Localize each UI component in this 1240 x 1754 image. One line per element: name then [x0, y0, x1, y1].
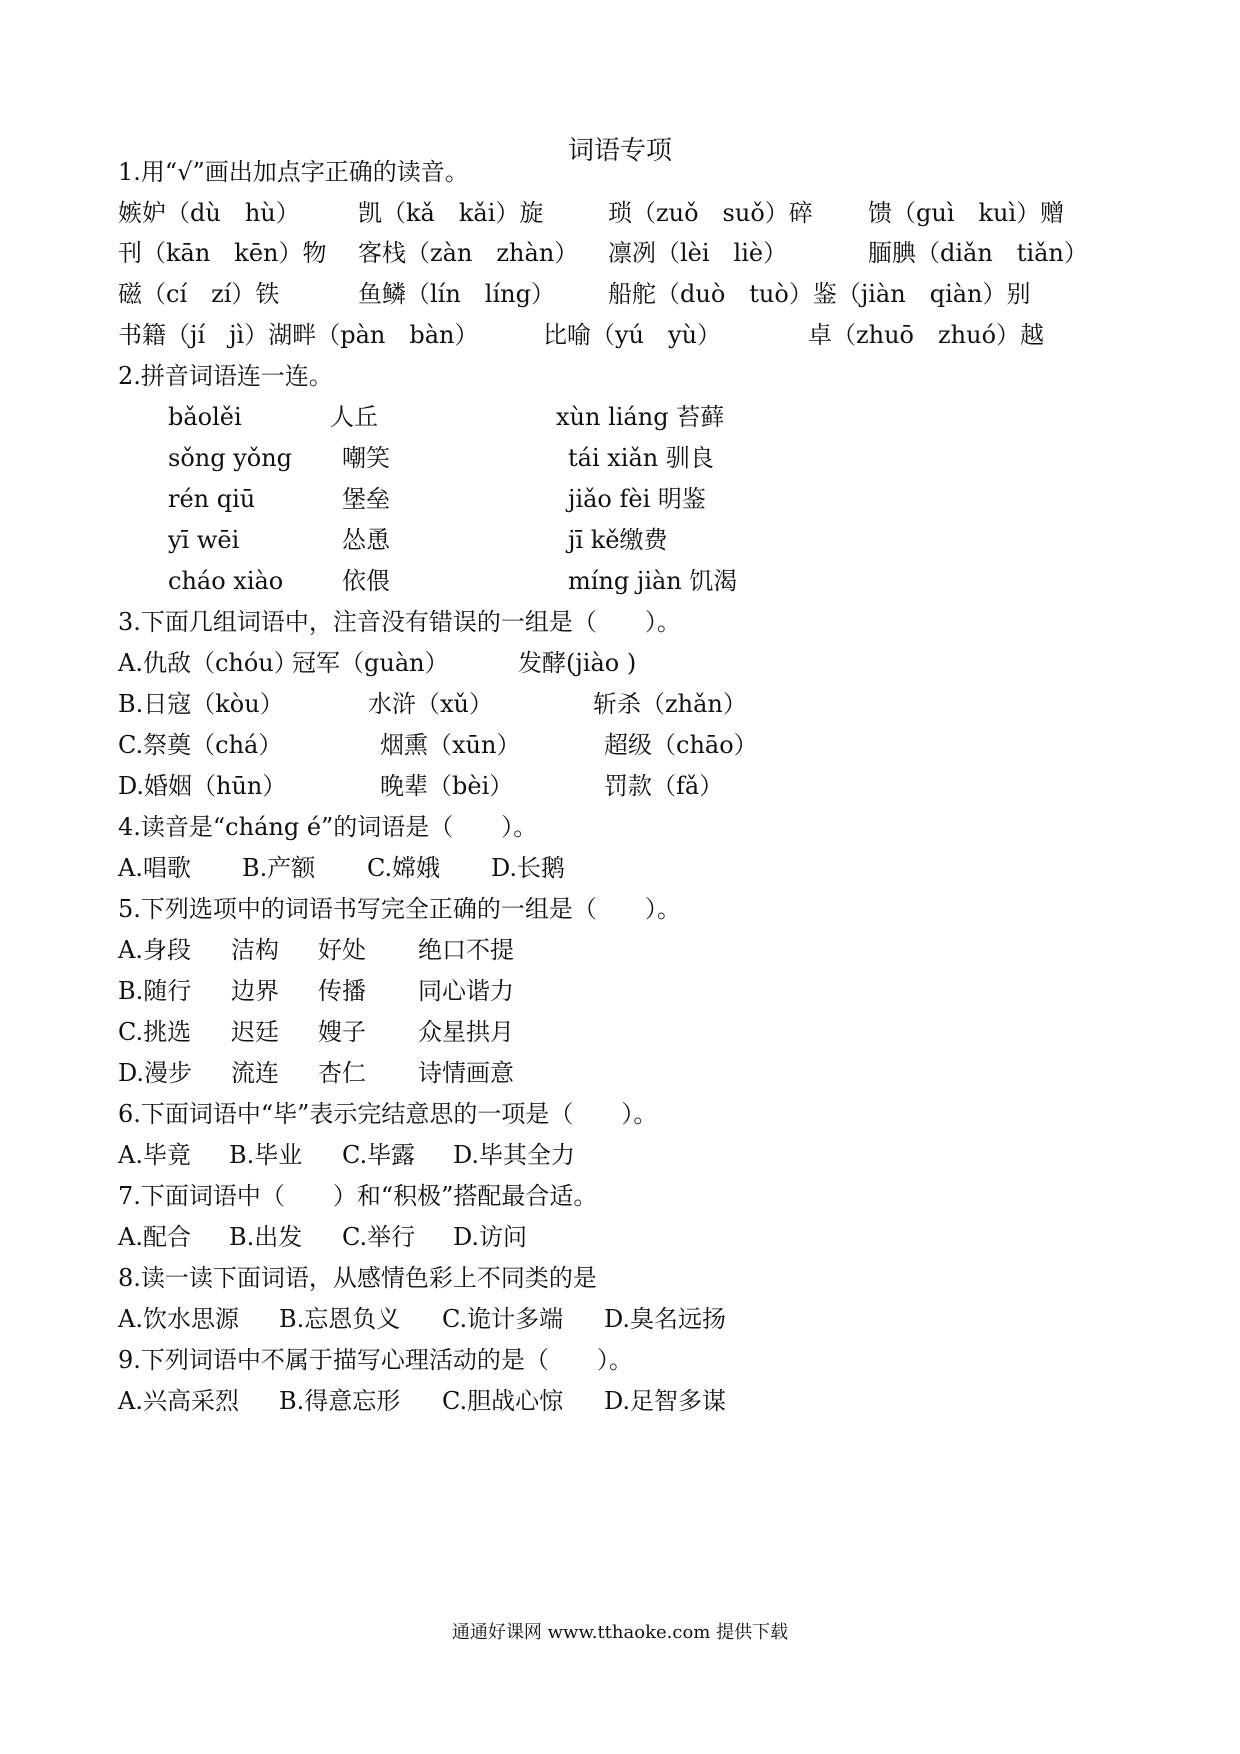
- q2-prompt: 2.拼音词语连一连。: [118, 362, 333, 390]
- q3-option-c: 超级（chāo）: [604, 731, 758, 759]
- q5-option-d: 杏仁: [318, 1059, 366, 1087]
- q8-prompt: 8.读一读下面词语，从感情色彩上不同类的是: [118, 1264, 597, 1292]
- q5-option-b: B.随行: [118, 977, 192, 1005]
- q7-option: C.举行: [342, 1223, 416, 1251]
- q4-prompt: 4.读音是“cháng é”的词语是（ ）。: [118, 813, 538, 841]
- q5-option-b: 同心谐力: [418, 977, 514, 1005]
- q3-option-d: 晚辈（bèi）: [380, 772, 514, 800]
- q2-pinyin-left: rén qiū: [168, 485, 256, 513]
- q1-r3-c1: 磁（cí zí）铁: [118, 280, 280, 308]
- q2-pair-right: míng jiàn 饥渴: [568, 567, 738, 595]
- q9-option: C.胆战心惊: [442, 1387, 564, 1415]
- q2-pinyin-left: yī wēi: [168, 526, 240, 554]
- q7-option: B.出发: [229, 1223, 303, 1251]
- q6-prompt: 6.下面词语中“毕”表示完结意思的一项是（ ）。: [118, 1100, 658, 1128]
- q1-r3-c2: 鱼鳞（lín líng）: [358, 280, 555, 308]
- q2-word-left: 依偎: [342, 567, 390, 595]
- q4-option: D.长鹅: [491, 854, 566, 882]
- q2-word-left: 怂恿: [342, 526, 390, 554]
- q9-option: B.得意忘形: [279, 1387, 401, 1415]
- q3-option-d: D.婚姻（hūn）: [118, 772, 287, 800]
- q5-option-c: 众星拱月: [418, 1018, 514, 1046]
- q7-option: A.配合: [118, 1223, 191, 1251]
- q2-pair-right: jī kě缴费: [568, 526, 668, 554]
- q2-pinyin-left: bǎolěi: [168, 403, 242, 431]
- q2-word-left: 堡垒: [342, 485, 390, 513]
- q1-prompt: 1.用“√”画出加点字正确的读音。: [118, 158, 469, 186]
- q7-option: D.访问: [453, 1223, 528, 1251]
- q5-option-c: 迟廷: [231, 1018, 279, 1046]
- q5-option-a: 绝口不提: [418, 936, 514, 964]
- q1-r1-c1: 嫉妒（dù hù）: [118, 199, 300, 227]
- q1-r2-c2: 客栈（zàn zhàn）: [358, 239, 579, 267]
- q3-option-b: 斩杀（zhǎn）: [593, 690, 747, 718]
- q5-prompt: 5.下列选项中的词语书写完全正确的一组是（ ）。: [118, 895, 681, 923]
- q4-option: A.唱歌: [118, 854, 191, 882]
- q2-pinyin-left: sǒng yǒng: [168, 444, 293, 472]
- q2-pair-right: jiǎo fèi 明鉴: [568, 485, 706, 513]
- q5-option-c: 嫂子: [318, 1018, 366, 1046]
- q1-r4-c3: 卓（zhuō zhuó）越: [808, 321, 1045, 349]
- q3-option-b: B.日寇（kòu）: [118, 690, 284, 718]
- q1-r2-c1: 刊（kān kēn）物: [118, 239, 327, 267]
- q2-pinyin-left: cháo xiào: [168, 567, 284, 595]
- q5-option-a: 好处: [318, 936, 366, 964]
- page-footer: 通通好课网 www.tthaoke.com 提供下载: [451, 1622, 789, 1643]
- q1-r1-c4: 馈（guì kuì）赠: [868, 199, 1065, 227]
- q8-option: A.饮水思源: [118, 1305, 239, 1333]
- q3-option-c: 烟熏（xūn）: [380, 731, 521, 759]
- q3-option-b: 水浒（xǔ）: [368, 690, 493, 718]
- q5-option-c: C.挑选: [118, 1018, 192, 1046]
- q7-prompt: 7.下面词语中（ ）和“积极”搭配最合适。: [118, 1182, 598, 1210]
- q8-option: C.诡计多端: [442, 1305, 564, 1333]
- q1-r2-c3: 凛冽（lèi liè）: [608, 239, 788, 267]
- q9-option: D.足智多谋: [604, 1387, 727, 1415]
- q1-r1-c3: 琐（zuǒ suǒ）碎: [608, 199, 813, 227]
- q2-pair-right: xùn liáng 苔藓: [556, 403, 725, 431]
- q8-option: B.忘恩负义: [279, 1305, 401, 1333]
- q6-option: B.毕业: [229, 1141, 303, 1169]
- q5-option-b: 传播: [318, 977, 366, 1005]
- q5-option-d: 流连: [231, 1059, 279, 1087]
- q1-r4-c2: 比喻（yú yù）: [543, 321, 722, 349]
- q4-option: C.嫦娥: [367, 854, 441, 882]
- q5-option-a: 洁构: [231, 936, 279, 964]
- q1-r3-c3: 船舵（duò tuò）鉴（jiàn qiàn）别: [608, 280, 1031, 308]
- q3-option-a: A.仇敌（chóu）: [118, 649, 298, 677]
- q3-option-d: 罚款（fǎ）: [604, 772, 724, 800]
- q6-option: C.毕露: [342, 1141, 416, 1169]
- q8-option: D.臭名远扬: [604, 1305, 727, 1333]
- q1-r4-c1: 书籍（jí jì）湖畔（pàn bàn）: [118, 321, 479, 349]
- q1-r2-c4: 腼腆（diǎn tiǎn）: [868, 239, 1088, 267]
- q3-prompt: 3.下面几组词语中，注音没有错误的一组是（ ）。: [118, 608, 681, 636]
- q9-option: A.兴高采烈: [118, 1387, 239, 1415]
- q3-option-a: 发酵(jiào ): [518, 649, 637, 677]
- q2-pair-right: tái xiǎn 驯良: [568, 444, 714, 472]
- q2-word-left: 人丘: [330, 403, 378, 431]
- q4-option: B.产额: [242, 854, 316, 882]
- q6-option: A.毕竟: [118, 1141, 191, 1169]
- q5-option-d: 诗情画意: [418, 1059, 514, 1087]
- q3-option-c: C.祭奠（chá）: [118, 731, 283, 759]
- q5-option-d: D.漫步: [118, 1059, 193, 1087]
- q9-prompt: 9.下列词语中不属于描写心理活动的是（ ）。: [118, 1346, 633, 1374]
- q1-r1-c2: 凯（kǎ kǎi）旋: [358, 199, 544, 227]
- q5-option-b: 边界: [231, 977, 279, 1005]
- q5-option-a: A.身段: [118, 936, 191, 964]
- page-title: 词语专项: [567, 136, 672, 166]
- q2-word-left: 嘲笑: [342, 444, 390, 472]
- q3-option-a: 冠军（guàn）: [292, 649, 449, 677]
- q6-option: D.毕其全力: [453, 1141, 576, 1169]
